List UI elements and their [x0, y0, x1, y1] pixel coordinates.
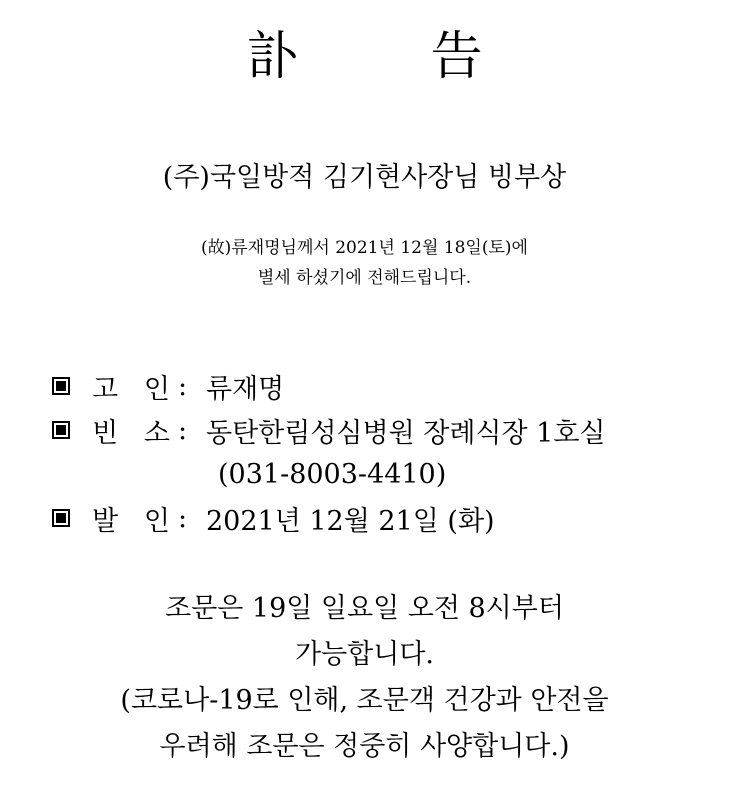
document-subtitle: (주)국일방적 김기현사장님 빙부상	[162, 162, 567, 193]
square-bullet-icon	[52, 377, 70, 395]
square-bullet-icon	[52, 509, 70, 527]
detail-label: 발 인	[92, 505, 170, 537]
detail-label: 고 인	[92, 373, 170, 405]
intro-paragraph	[0, 233, 729, 293]
detail-row-venue	[52, 408, 712, 452]
detail-colon: :	[178, 370, 188, 402]
detail-row-deceased	[52, 364, 712, 408]
detail-value: 2021년 12월 21일 (화)	[206, 505, 495, 537]
intro-line-1: (故)류재명님께서 2021년 12월 18일(토)에	[201, 238, 528, 258]
document-title: 訃 告	[246, 27, 483, 87]
details-list	[52, 364, 712, 540]
notice-line-2: 가능합니다.	[295, 639, 434, 670]
detail-value: 동탄한림성심병원 장례식장 1호실	[206, 417, 606, 449]
square-bullet-icon	[52, 421, 70, 439]
detail-colon: :	[178, 414, 188, 446]
detail-label: 빈 소	[92, 417, 170, 449]
notice-line-1: 조문은 19일 일요일 오전 8시부터	[165, 593, 564, 624]
venue-phone: (031-8003-4410)	[218, 458, 447, 490]
detail-value: 류재명	[206, 373, 285, 405]
detail-colon: :	[178, 502, 188, 534]
condolence-notice	[0, 586, 729, 770]
intro-line-2: 별세 하셨기에 전해드립니다.	[257, 268, 472, 288]
detail-row-burial	[52, 496, 712, 540]
notice-line-4: 우려해 조문은 정중히 사양합니다.)	[159, 731, 570, 762]
notice-line-3: (코로나-19로 인해, 조문객 건강과 안전을	[120, 685, 609, 716]
